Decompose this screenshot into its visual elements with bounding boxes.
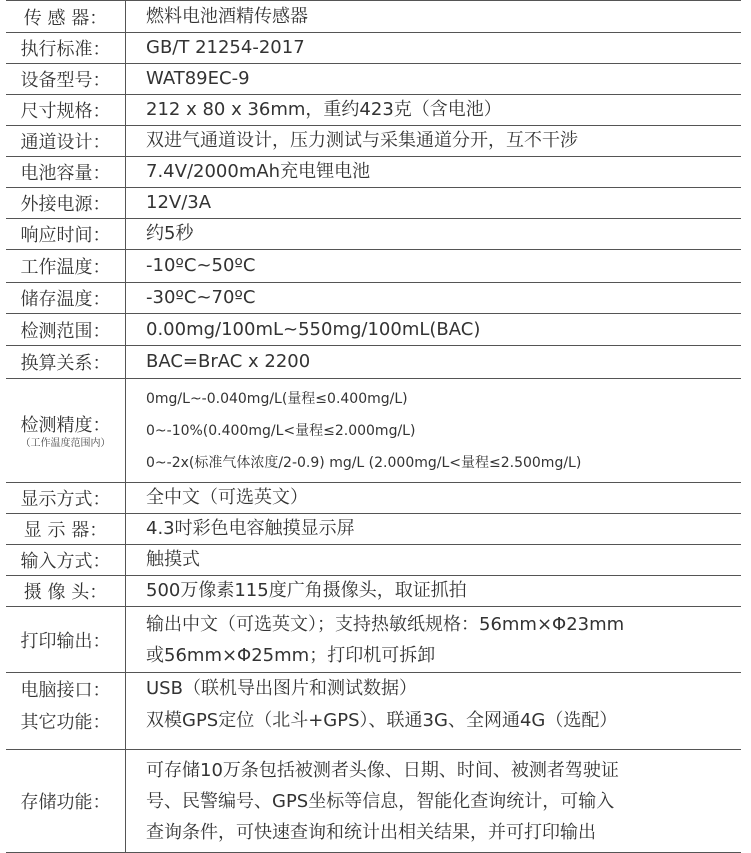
spec-row-battery — [6, 157, 741, 188]
row-value: -30ºC~70ºC — [146, 287, 256, 308]
row-value: 212 x 80 x 36mm，重约423克（含电池） — [146, 99, 502, 120]
row-label: 通道设计： — [20, 132, 111, 153]
row-label: 其它功能： — [20, 712, 111, 733]
spec-row-camera — [6, 576, 741, 607]
spec-row-model — [6, 64, 741, 95]
row-value: GB/T 21254-2017 — [146, 37, 305, 58]
row-value: BAC=BrAC x 2200 — [146, 351, 311, 372]
spec-row-storage — [6, 750, 741, 853]
column-divider — [125, 705, 126, 737]
column-divider — [125, 737, 126, 749]
precision-line: 0~-10%(0.400mg/L<量程≤2.000mg/L) — [146, 422, 416, 439]
spec-row-precision — [6, 379, 741, 483]
spec-row-range — [6, 314, 741, 346]
column-divider — [125, 379, 126, 482]
row-label: 响应时间： — [20, 225, 111, 246]
row-label: 电池容量： — [20, 163, 111, 184]
column-divider — [125, 750, 126, 852]
storage-line: 查询条件，可快速查询和统计出相关结果，并可打印输出 — [146, 821, 596, 843]
row-value: 燃料电池酒精传感器 — [146, 5, 308, 27]
spec-row-other — [6, 705, 741, 737]
row-label: 储存温度： — [20, 289, 111, 310]
row-value: 0.00mg/100mL~550mg/100mL(BAC) — [146, 318, 481, 340]
column-divider — [125, 95, 126, 125]
row-label: 显示方式： — [20, 489, 111, 510]
row-label: 检测范围： — [20, 320, 111, 342]
row-label: 电脑接口： — [20, 680, 111, 701]
row-label: 打印输出： — [20, 630, 111, 652]
spec-row-sensor — [6, 0, 741, 33]
column-divider — [125, 346, 126, 378]
precision-label: 检测精度： — [20, 414, 111, 436]
column-divider — [125, 250, 126, 282]
row-value — [146, 379, 737, 482]
row-label: 设备型号： — [20, 70, 111, 91]
row-label: 换算关系： — [20, 353, 111, 374]
row-label: 摄 像 头： — [23, 582, 108, 603]
column-divider — [125, 1, 126, 32]
row-value: 约5秒 — [146, 223, 194, 244]
row-value: 4.3吋彩色电容触摸显示屏 — [146, 518, 355, 539]
row-value: WAT89EC-9 — [146, 68, 250, 89]
spec-row-storage-temp — [6, 283, 741, 314]
spec-row-dimensions — [6, 95, 741, 126]
precision-line: 0~-2x(标准气体浓度/2-0.9) mg/L (2.000mg/L<量程≤2.500mg/L) — [146, 454, 582, 471]
row-label — [6, 379, 125, 482]
print-line: 输出中文（可选英文）；支持热敏纸规格：56mm×Φ23mm — [146, 613, 625, 635]
column-divider — [125, 607, 126, 672]
column-divider — [125, 33, 126, 63]
storage-line: 号、民警编号、GPS坐标等信息，智能化查询统计，可输入 — [146, 790, 615, 812]
print-line: 或56mm×Φ25mm；打印机可拆卸 — [146, 644, 436, 666]
column-divider — [125, 576, 126, 606]
column-divider — [125, 514, 126, 544]
column-divider — [125, 126, 126, 156]
row-value: 触摸式 — [146, 549, 200, 570]
spec-row-response — [6, 219, 741, 250]
row-value: 7.4V/2000mAh充电锂电池 — [146, 161, 371, 182]
spec-row-channel — [6, 126, 741, 157]
row-value: 12V/3A — [146, 192, 212, 213]
row-value: 双进气通道设计，压力测试与采集通道分开，互不干涉 — [146, 130, 578, 151]
precision-sublabel: （工作温度范围内） — [20, 437, 111, 449]
spec-row-standard — [6, 33, 741, 64]
row-value: 双模GPS定位（北斗+GPS）、联通3G、全网通4G（选配） — [146, 710, 618, 731]
row-label: 外接电源： — [20, 194, 111, 215]
row-value: USB（联机导出图片和测试数据） — [146, 678, 417, 699]
spec-row-input — [6, 545, 741, 576]
row-label: 传 感 器： — [23, 7, 108, 29]
row-value: -10ºC~50ºC — [146, 255, 256, 276]
row-label: 显 示 器： — [23, 520, 108, 541]
row-label: 工作温度： — [20, 257, 111, 278]
storage-line: 可存储10万条包括被测者头像、日期、时间、被测者驾驶证 — [146, 759, 619, 781]
spec-row-display-mode — [6, 483, 741, 514]
spec-row-pc-interface — [6, 673, 741, 705]
column-divider — [125, 314, 126, 345]
spec-row-display — [6, 514, 741, 545]
row-value — [146, 750, 737, 852]
column-divider — [125, 673, 126, 705]
spec-row-conversion — [6, 346, 741, 379]
column-divider — [125, 188, 126, 218]
column-divider — [125, 157, 126, 187]
row-label: 尺寸规格： — [20, 101, 111, 122]
row-value — [146, 607, 737, 672]
spec-row-work-temp — [6, 250, 741, 283]
column-divider — [125, 483, 126, 513]
spec-row-spacer — [6, 737, 741, 750]
column-divider — [125, 219, 126, 249]
row-value: 500万像素115度广角摄像头，取证抓拍 — [146, 580, 467, 601]
column-divider — [125, 283, 126, 313]
spec-row-power — [6, 188, 741, 219]
row-label: 存储功能： — [20, 792, 111, 813]
row-label: 输入方式： — [20, 551, 111, 572]
row-label: 执行标准： — [20, 39, 111, 60]
precision-line: 0mg/L~-0.040mg/L(量程≤0.400mg/L) — [146, 390, 408, 407]
column-divider — [125, 545, 126, 575]
spec-table — [6, 0, 741, 853]
column-divider — [125, 64, 126, 94]
spec-row-print — [6, 607, 741, 673]
row-value: 全中文（可选英文） — [146, 487, 308, 508]
